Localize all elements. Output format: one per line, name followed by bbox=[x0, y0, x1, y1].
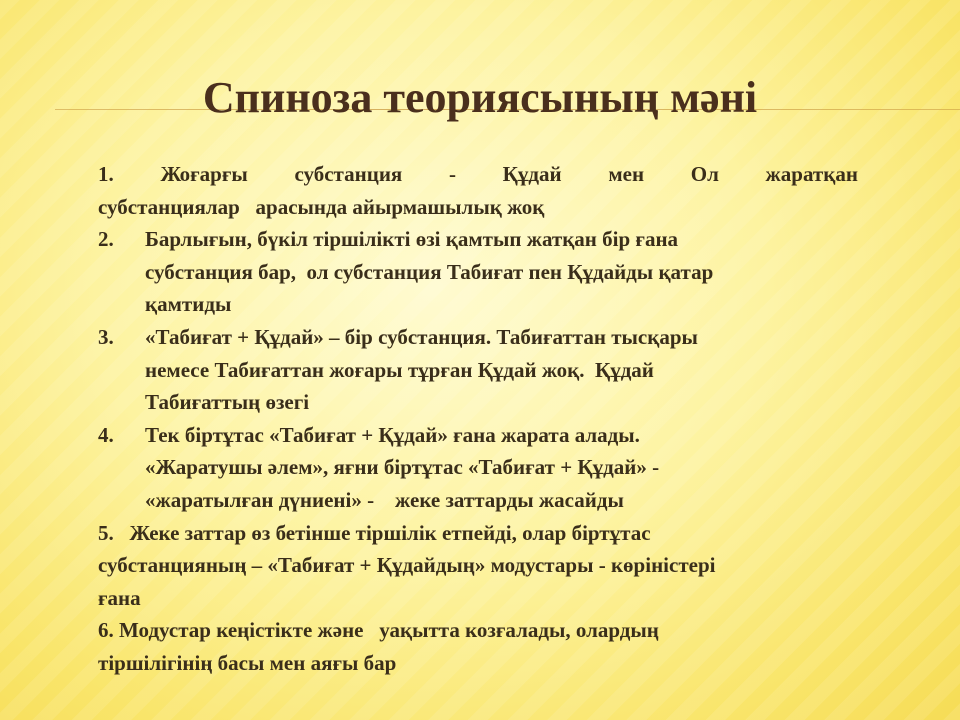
list-item-5-line: 5. Жеке заттар өз бетінше тіршілік етпейді, олар біртұтас bbox=[98, 520, 651, 545]
list-item-2 bbox=[98, 223, 858, 321]
list-item-1-line-2: субстанциялар арасында айырмашылық жоқ bbox=[98, 194, 545, 219]
list-item-3-line: Табиғаттың өзегі bbox=[145, 390, 310, 415]
list-item-5 bbox=[98, 517, 858, 615]
list-item-5-line: ғана bbox=[98, 585, 141, 610]
slide-title: Спиноза теориясының мәні bbox=[202, 73, 758, 122]
list-item-2-line: Барлығын, бүкіл тіршілікті өзі қамтып жатқан бір ғана bbox=[145, 227, 679, 252]
list-item-2-number: 2. bbox=[98, 227, 114, 252]
list-item-2-line: субстанция бар, ол субстанция Табиғат пен Құдайды қатар bbox=[145, 259, 714, 284]
list-item-3-number: 3. bbox=[98, 324, 114, 349]
word: мен bbox=[608, 162, 645, 186]
list-item-1-number: 1. bbox=[98, 162, 114, 186]
word: - bbox=[448, 162, 456, 186]
slide-body bbox=[98, 158, 858, 680]
list-item-3-line: немесе Табиғаттан жоғары тұрған Құдай жоқ. Құдай bbox=[145, 357, 654, 382]
word: Ол bbox=[690, 162, 719, 186]
word: Құдай bbox=[502, 162, 562, 186]
list-item-6-line: тіршілігінің басы мен аяғы бар bbox=[98, 650, 397, 675]
list-item-6 bbox=[98, 614, 858, 679]
list-item-4-number: 4. bbox=[98, 422, 114, 447]
word: жаратқан bbox=[765, 162, 858, 186]
list-item-1-line-1 bbox=[98, 158, 858, 191]
word: Жоғарғы bbox=[160, 162, 248, 186]
list-item-2-text bbox=[145, 223, 858, 321]
list-item-3-line: «Табиғат + Құдай» – бір субстанция. Табиғаттан тысқары bbox=[145, 324, 698, 349]
list-item-5-line: субстанцияның – «Табиғат + Құдайдың» модустары - көріністері bbox=[98, 553, 716, 578]
list-item-4-line: «жаратылған дүниені» - жеке заттарды жасайды bbox=[145, 487, 624, 512]
list-item-4-line: «Жаратушы әлем», яғни біртұтас «Табиғат + Құдай» - bbox=[145, 455, 660, 480]
list-item-3-text bbox=[145, 321, 858, 419]
list-item-6-line: 6. Модустар кеңістікте және уақытта козғалады, олардың bbox=[98, 618, 659, 643]
list-item-4 bbox=[98, 419, 858, 517]
word: субстанция bbox=[294, 162, 403, 186]
list-item-1 bbox=[98, 158, 858, 223]
list-item-4-line: Тек біртұтас «Табиғат + Құдай» ғана жарата алады. bbox=[145, 422, 640, 447]
list-item-3 bbox=[98, 321, 858, 419]
list-item-4-text bbox=[145, 419, 858, 517]
list-item-2-line: қамтиды bbox=[145, 292, 232, 317]
